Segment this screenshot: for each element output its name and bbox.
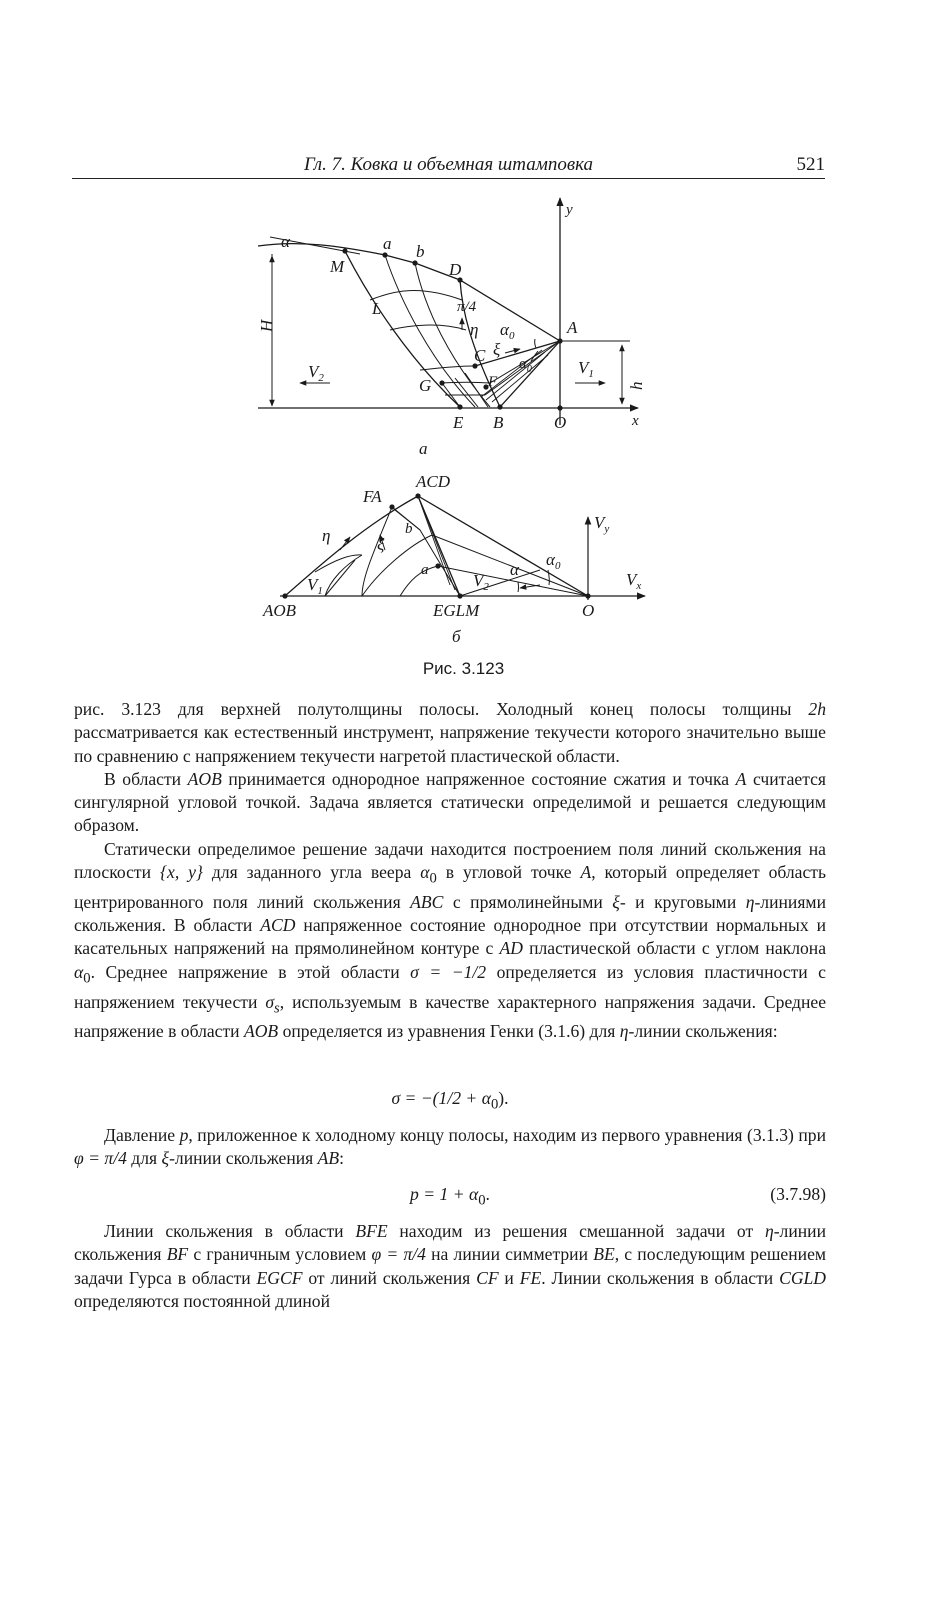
label-AOB: AOB	[263, 601, 297, 620]
figure-b-points	[282, 493, 590, 598]
label-Vy: $V_y$	[594, 513, 610, 535]
label-O-b: O	[582, 601, 595, 620]
label-alpha0-top: $\alpha_0$	[500, 320, 515, 342]
label-V1-a: $V_1$	[578, 358, 594, 380]
paragraph-3: Статически определимое решение задачи находится построением поля линий скольжения на плоскости {x, y} для заданного угла веера $\alpha_0$ в угловой точке A, который определяет область центрированного поля линий скольжения ABC с прямолинейными ξ- и круговыми η-линиями скольжения. В области ACD напряженное состояние однородное при отсутствии нормальных и касательных напряжений на прямолинейном контуре с AD пластической области с углом наклона $\alpha_0$. Среднее напряжение в этой области σ = −1/2 определяется из условия пластичности с напряжением текучести $\sigma_s$, используемым в качестве характерного напряжения задачи. Среднее напряжение в области AOB определяется из уравнения Генки (3.1.6) для η-линии скольжения:	[74, 838, 827, 1042]
label-EGLM: EGLM	[433, 601, 480, 620]
body-text	[74, 698, 826, 1044]
label-ACD: ACD	[416, 472, 450, 491]
sublabel-a: a	[419, 439, 428, 458]
body-text-2	[74, 1124, 826, 1171]
label-H: H	[257, 319, 276, 332]
label-A: A	[567, 318, 578, 337]
label-V1-b: $V_1$	[307, 575, 323, 597]
label-D: D	[449, 260, 462, 279]
label-eta-b: η	[322, 526, 331, 545]
formula-3-7-98: $p = 1 + \alpha_0$. (3.7.98)	[410, 1184, 826, 1209]
paragraph-4: Давление p, приложенное к холодному концу полосы, находим из первого уравнения (3.1.3) при φ = π/4 для ξ-линии скольжения AB:	[74, 1125, 827, 1169]
figure-caption: Рис. 3.123	[422, 659, 505, 678]
label-a-point: a	[383, 234, 392, 253]
label-C: C	[474, 346, 486, 365]
label-b-hodograph: b	[405, 521, 413, 537]
paragraph-5: Линии скольжения в области BFE находим из решения смешанной задачи от η-линии скольжения BF с граничным условием φ = π/4 на линии симметрии BE, с последующим решением задачи Гурса в области EGCF от линий скольжения CF и FE. Линии скольжения в области CGLD определяются постоянной длиной	[74, 1221, 827, 1311]
line-A-C	[475, 341, 560, 366]
page-number: 521	[796, 154, 825, 175]
label-a-hodograph: a	[421, 562, 429, 578]
label-alpha-b: α	[510, 560, 519, 579]
figure-b-labels	[262, 472, 641, 646]
label-Vx: $V_x$	[626, 570, 642, 592]
label-E: E	[453, 413, 464, 432]
label-alpha0-bot: $\alpha_0$	[519, 356, 532, 375]
sublabel-b: б	[452, 627, 461, 646]
label-pi4: π/4	[457, 299, 477, 315]
body-text-3	[74, 1220, 826, 1313]
label-eta-a: η	[470, 320, 479, 339]
label-y-axis: y	[566, 202, 573, 218]
paragraph-1: рис. 3.123 для верхней полутолщины полосы. Холодный конец полосы толщины 2h рассматривается как естественный инструмент, напряжение текучести которого значительно выше по сравнению с напряжением текучести нагретой пластической области.	[74, 699, 826, 766]
label-M: M	[330, 257, 345, 276]
label-B: B	[493, 413, 504, 432]
figure-a	[258, 198, 638, 425]
figure-a-labels	[257, 202, 646, 458]
hodograph-arc	[285, 496, 418, 596]
label-xi-a: ξ	[493, 340, 501, 359]
label-b-point: b	[416, 242, 425, 261]
label-x-axis: x	[632, 413, 639, 429]
label-O-a: O	[554, 413, 567, 432]
equation-number: (3.7.98)	[770, 1184, 826, 1204]
figure-3-123	[0, 0, 927, 660]
label-F: F	[488, 374, 498, 390]
label-FA: FA	[363, 487, 382, 506]
label-L: L	[372, 299, 382, 318]
running-title: Гл. 7. Ковка и объемная штамповка	[303, 154, 593, 175]
label-alpha: α	[281, 232, 290, 251]
label-V2-a: $V_2$	[308, 362, 324, 384]
line-ACD-O	[418, 496, 588, 596]
label-V2-b: $V_2$	[473, 571, 489, 593]
label-xi-b: ξ	[377, 535, 385, 554]
label-alpha0-b: $\alpha_0$	[546, 550, 561, 572]
paragraph-2: В области AOB принимается однородное напряженное состояние сжатия и точка A считается сингулярной угловой точкой. Задача является статически определимой и решается следующим образом.	[74, 768, 826, 836]
figure-b	[280, 496, 645, 600]
label-G: G	[419, 376, 432, 395]
formula-sigma: $\sigma = -(1/2 + \alpha_0)$.	[391, 1088, 509, 1113]
label-h: h	[627, 381, 646, 390]
